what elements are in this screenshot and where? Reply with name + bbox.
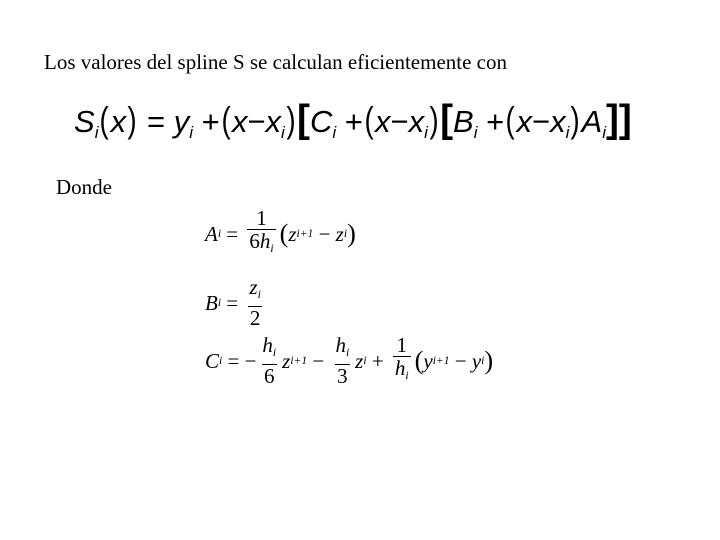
fraction-c2: $\frac{h_i}{3}$ [335, 333, 350, 389]
formula-a: A i = $\frac{1}{6h_i}$ ( z i+1 − z i ) [205, 207, 356, 260]
formula-c: C i = − $\frac{h_i}{6}$ z i+1 − $\frac{h_i}{3}$ z i + $\frac{1}{h_i}$ ( y i+1 − y i ) [205, 333, 494, 389]
spline-formula: $S_i(x) = y_i +(x-x_i)[C_i +(x-x_i)[B_i +(x-x_i)A_i]]$ [74, 98, 632, 142]
fraction-c3: $\frac{1}{h_i}$ [393, 334, 411, 387]
formula-b: B i = $\frac{z_i}{2}$ [205, 275, 261, 331]
intro-text: Los valores del spline S se calculan eficientemente con [44, 50, 507, 74]
fraction-c1: $\frac{h_i}{6}$ [262, 333, 277, 389]
fraction-a: $\frac{1}{6h_i}$ [247, 207, 275, 260]
fraction-b: $\frac{z_i}{2}$ [249, 275, 261, 331]
donde-label: Donde [56, 175, 112, 199]
